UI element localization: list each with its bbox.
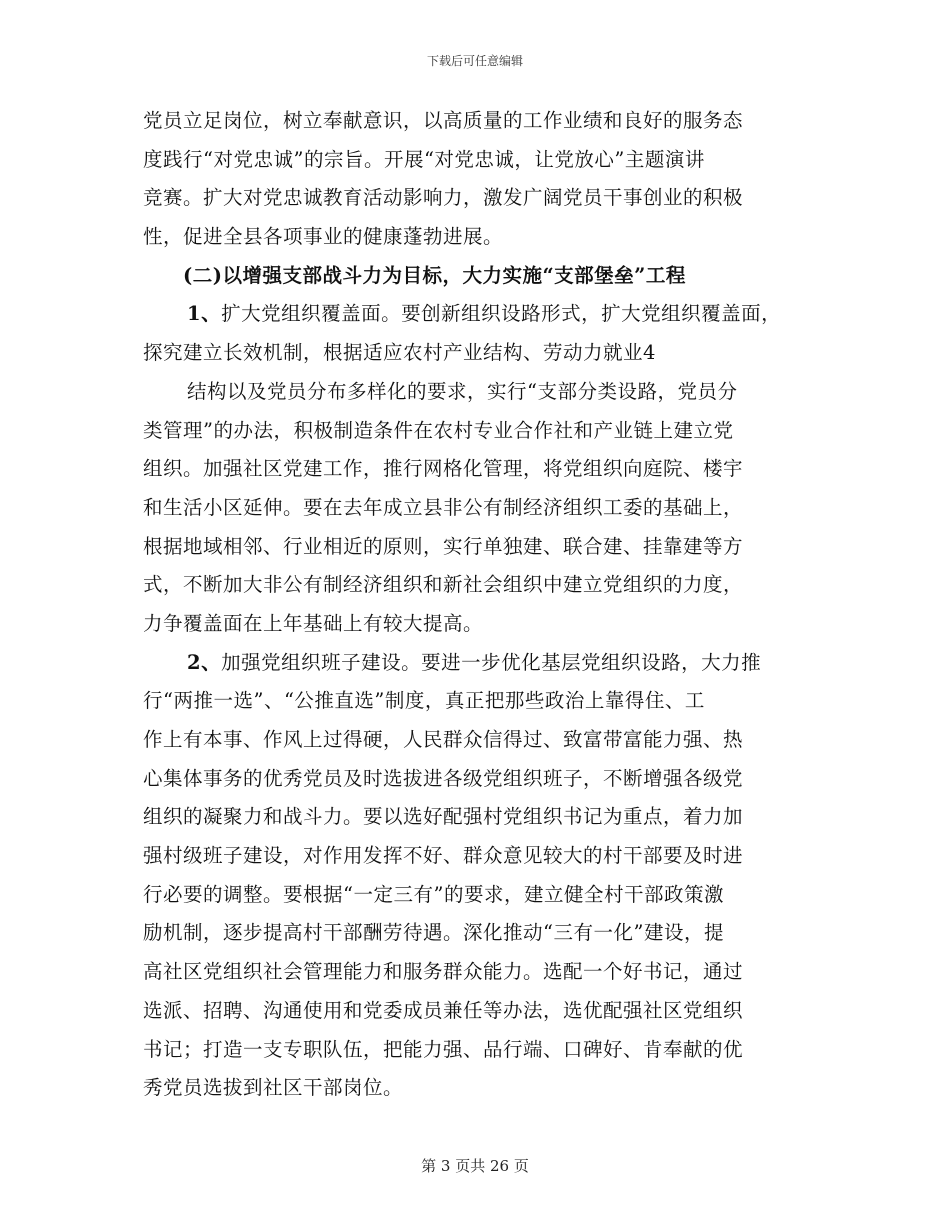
text-line: 竞赛。扩大对党忠诚教育活动影响力，激发广阔党员干事创业的积极 [143, 186, 744, 210]
text-line: 根据地域相邻、行业相近的原则，实行单独建、联合建、挂靠建等方 [143, 534, 744, 558]
text-line: 行必要的调整。要根据“一定三有”的要求，建立健全村干部政策激 [143, 882, 724, 906]
page-header-note: 下载后可任意编辑 [426, 54, 523, 68]
page-number: 第 3 页共 26 页 [421, 1157, 529, 1175]
text-line: 作上有本事、作风上过得硬，人民群众信得过、致富带富能力强、热 [143, 728, 744, 751]
text-line: 类管理”的办法，积极制造条件在农村专业合作社和产业链上建立党 [143, 418, 734, 442]
text-line: 心集体事务的优秀党员及时选拔进各级党组织班子，不断增强各级党 [143, 766, 744, 790]
text-line: 秀党员选拔到社区干部岗位。 [143, 1076, 404, 1100]
item-2-first-line [143, 644, 818, 683]
text-line: 选派、招聘、沟通使用和党委成员兼任等办法，选优配强社区党组织 [143, 998, 744, 1022]
text-line: 式，不断加大非公有制经济组织和新社会组织中建立党组织的力度， [143, 573, 744, 597]
paragraph-item-2 [143, 644, 818, 1108]
text-line: 度践行“对党忠诚”的宗旨。开展“对党忠诚，让党放心”主题演讲 [143, 147, 705, 171]
text-line: 党员立足岗位，树立奉献意识，以高质量的工作业绩和良好的服务态 [143, 109, 744, 132]
text-line: 加强党组织班子建设。要进一步优化基层党组织设路，大力推 [221, 650, 762, 674]
text-line: 扩大党组织覆盖面。要创新组织设路形式，扩大党组织覆盖面， [221, 302, 782, 326]
text-line: 励机制，逐步提高村干部酬劳待遇。深化推动“三有一化”建设，提 [143, 921, 724, 945]
section-heading: (二)以增强支部战斗力为目标，大力实施“支部堡垒”工程 [183, 263, 686, 287]
document-body [143, 102, 818, 1108]
text-line: 组织。加强社区党建工作，推行网格化管理，将党组织向庭院、楼宇 [143, 457, 744, 481]
text-line: 书记；打造一支专职队伍，把能力强、品行端、口碑好、肯奉献的优 [143, 1037, 744, 1061]
text-line: 强村级班子建设，对作用发挥不好、群众意见较大的村干部要及时进 [143, 844, 744, 868]
text-line: 性，促进全县各项事业的健康蓬勃进展。 [143, 225, 504, 249]
text-line: 和生活小区延伸。要在去年成立县非公有制经济组织工委的基础上， [143, 495, 744, 519]
item-2-number: 2、 [187, 650, 222, 674]
text-line: 探究建立长效机制，根据适应农村产业结构、劳动力就业4 [143, 341, 656, 365]
paragraph-continuation [143, 102, 818, 257]
text-line: 行“两推一选”、“公推直选”制度，真正把那些政治上靠得住、工 [143, 689, 705, 713]
paragraph-item-1 [143, 295, 818, 643]
text-line: 力争覆盖面在上年基础上有较大提高。 [143, 611, 484, 635]
text-line: 高社区党组织社会管理能力和服务群众能力。选配一个好书记，通过 [143, 960, 744, 984]
item-1-number: 1、 [187, 302, 222, 326]
text-line: 组织的凝聚力和战斗力。要以选好配强村党组织书记为重点，着力加 [143, 805, 744, 829]
item-1-first-line [143, 295, 818, 334]
text-line: 结构以及党员分布多样化的要求，实行“支部分类设路，党员分 [187, 379, 738, 403]
